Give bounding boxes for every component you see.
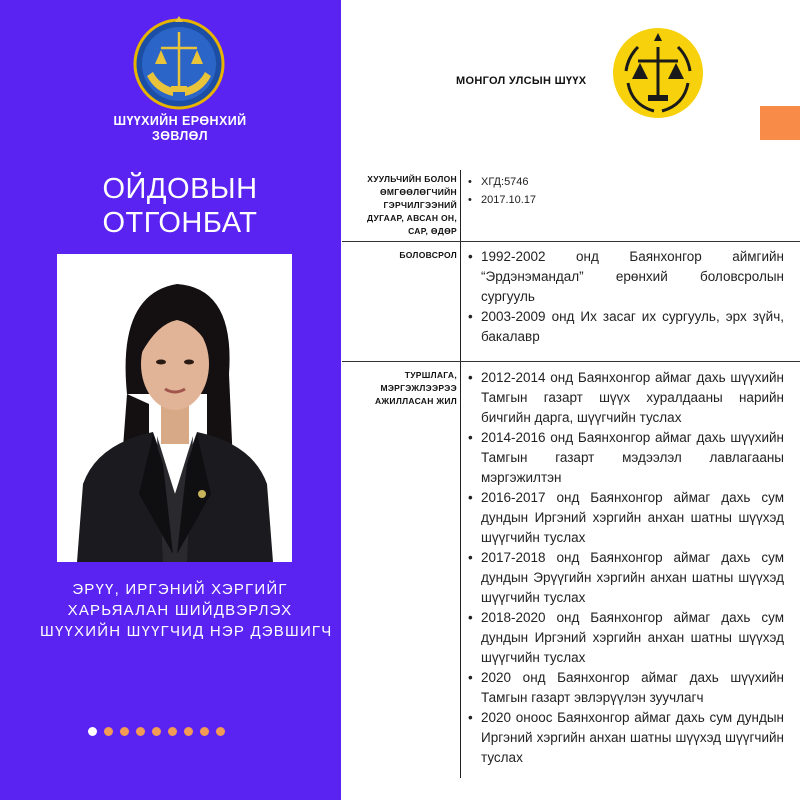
experience-list [466,368,784,768]
candidate-surname: ОЙДОВЫН [102,173,258,205]
pagination-dot[interactable] [136,727,145,736]
candidate-photo [57,254,292,562]
education-label [399,249,457,262]
list-item: • 2017.10.17 [466,191,606,209]
pagination-dot[interactable] [200,727,209,736]
council-name-line-1: ШҮҮХИЙН ЕРӨНХИЙ [113,114,247,128]
judicial-council-emblem-icon [133,14,225,110]
experience-label [375,369,457,408]
pagination-dot[interactable] [184,727,193,736]
license-label [367,173,457,238]
list-item: • ХГД:5746 [466,173,606,191]
candidate-name [30,172,330,240]
list-item: • 1992-2002 онд Баянхонгор аймгийн “Эрдэнэмандал” ерөнхий боловсролын сургууль [466,247,784,307]
council-name [95,114,265,144]
experience-label-line: МЭРГЭЖЛЭЭРЭЭ [380,383,457,393]
experience-label-line: ТУРШЛАГА, [404,370,457,380]
nomination-title [40,579,333,642]
table-divider [342,361,800,362]
court-emblem-icon [612,27,704,119]
list-item: • 2020 онд Баянхонгор аймаг дахь шүүхийн Тамгын газарт эвлэрүүлэн зуучлагч [466,668,784,708]
education-list [466,247,784,347]
list-item: • 2018-2020 онд Баянхонгор аймаг дахь сум дундын Иргэний хэргийн анхан шатны шүүхэд шүүгчийн туслах [466,608,784,668]
pagination-dot[interactable] [120,727,129,736]
pagination-dot[interactable] [216,727,225,736]
pagination-dot[interactable] [152,727,161,736]
education-label-line: БОЛОВСРОЛ [399,250,457,260]
license-label-line: ХУУЛЬЧИЙН БОЛОН [367,174,457,184]
experience-label-line: АЖИЛЛАСАН ЖИЛ [374,396,457,406]
license-label-line: ӨМГӨӨЛӨГЧИЙН [379,187,457,197]
nomination-line-1: ЭРҮҮ, ИРГЭНИЙ ХЭРГИЙГ [72,581,288,598]
orange-accent-block [760,106,800,140]
pagination-dot[interactable] [104,727,113,736]
list-item: • 2020 оноос Баянхонгор аймаг дахь сум дундын Иргэний хэргийн анхан шатны шүүхэд шүүгчийн туслах [466,708,784,768]
court-title: МОНГОЛ УЛСЫН ШҮҮХ [456,75,587,87]
list-item: • 2003-2009 онд Их засаг их сургууль, эрх зүйч, бакалавр [466,307,784,347]
left-panel [0,0,341,800]
list-item: • 2012-2014 онд Баянхонгор аймаг дахь шүүхийн Тамгын газарт шүүх хуралдааны нарийн бичгийн дарга, шүүгчийн туслах [466,368,784,428]
license-label-line: ГЭРЧИЛГЭЭНИЙ [383,200,457,210]
license-list [466,173,606,209]
license-label-line: САР, ӨДӨР [408,226,457,236]
council-name-line-2: ЗӨВЛӨЛ [152,129,208,143]
pagination-dot[interactable] [168,727,177,736]
list-item: • 2014-2016 онд Баянхонгор аймаг дахь шүүхийн Тамгын газарт мэдээлэл лавлагааны мэргэжилтэн [466,428,784,488]
table-divider [342,241,800,242]
candidate-given-name: ОТГОНБАТ [102,207,258,239]
license-label-line: ДУГААР, АВСАН ОН, [367,213,457,223]
slide-pagination [88,727,225,736]
table-divider-vertical [460,170,461,778]
nomination-line-2: ХАРЬЯАЛАН ШИЙДВЭРЛЭХ [67,602,293,619]
list-item: • 2016-2017 онд Баянхонгор аймаг дахь сум дундын Иргэний хэргийн анхан шатны шүүхэд шүүгчийн туслах [466,488,784,548]
list-item: • 2017-2018 онд Баянхонгор аймаг дахь сум дундын Эрүүгийн хэргийн анхан шатны шүүхэд шүүгчийн туслах [466,548,784,608]
nomination-line-3: ШҮҮХИЙН ШҮҮГЧИД НЭР ДЭВШИГЧ [40,623,333,640]
pagination-dot-active[interactable] [88,727,97,736]
